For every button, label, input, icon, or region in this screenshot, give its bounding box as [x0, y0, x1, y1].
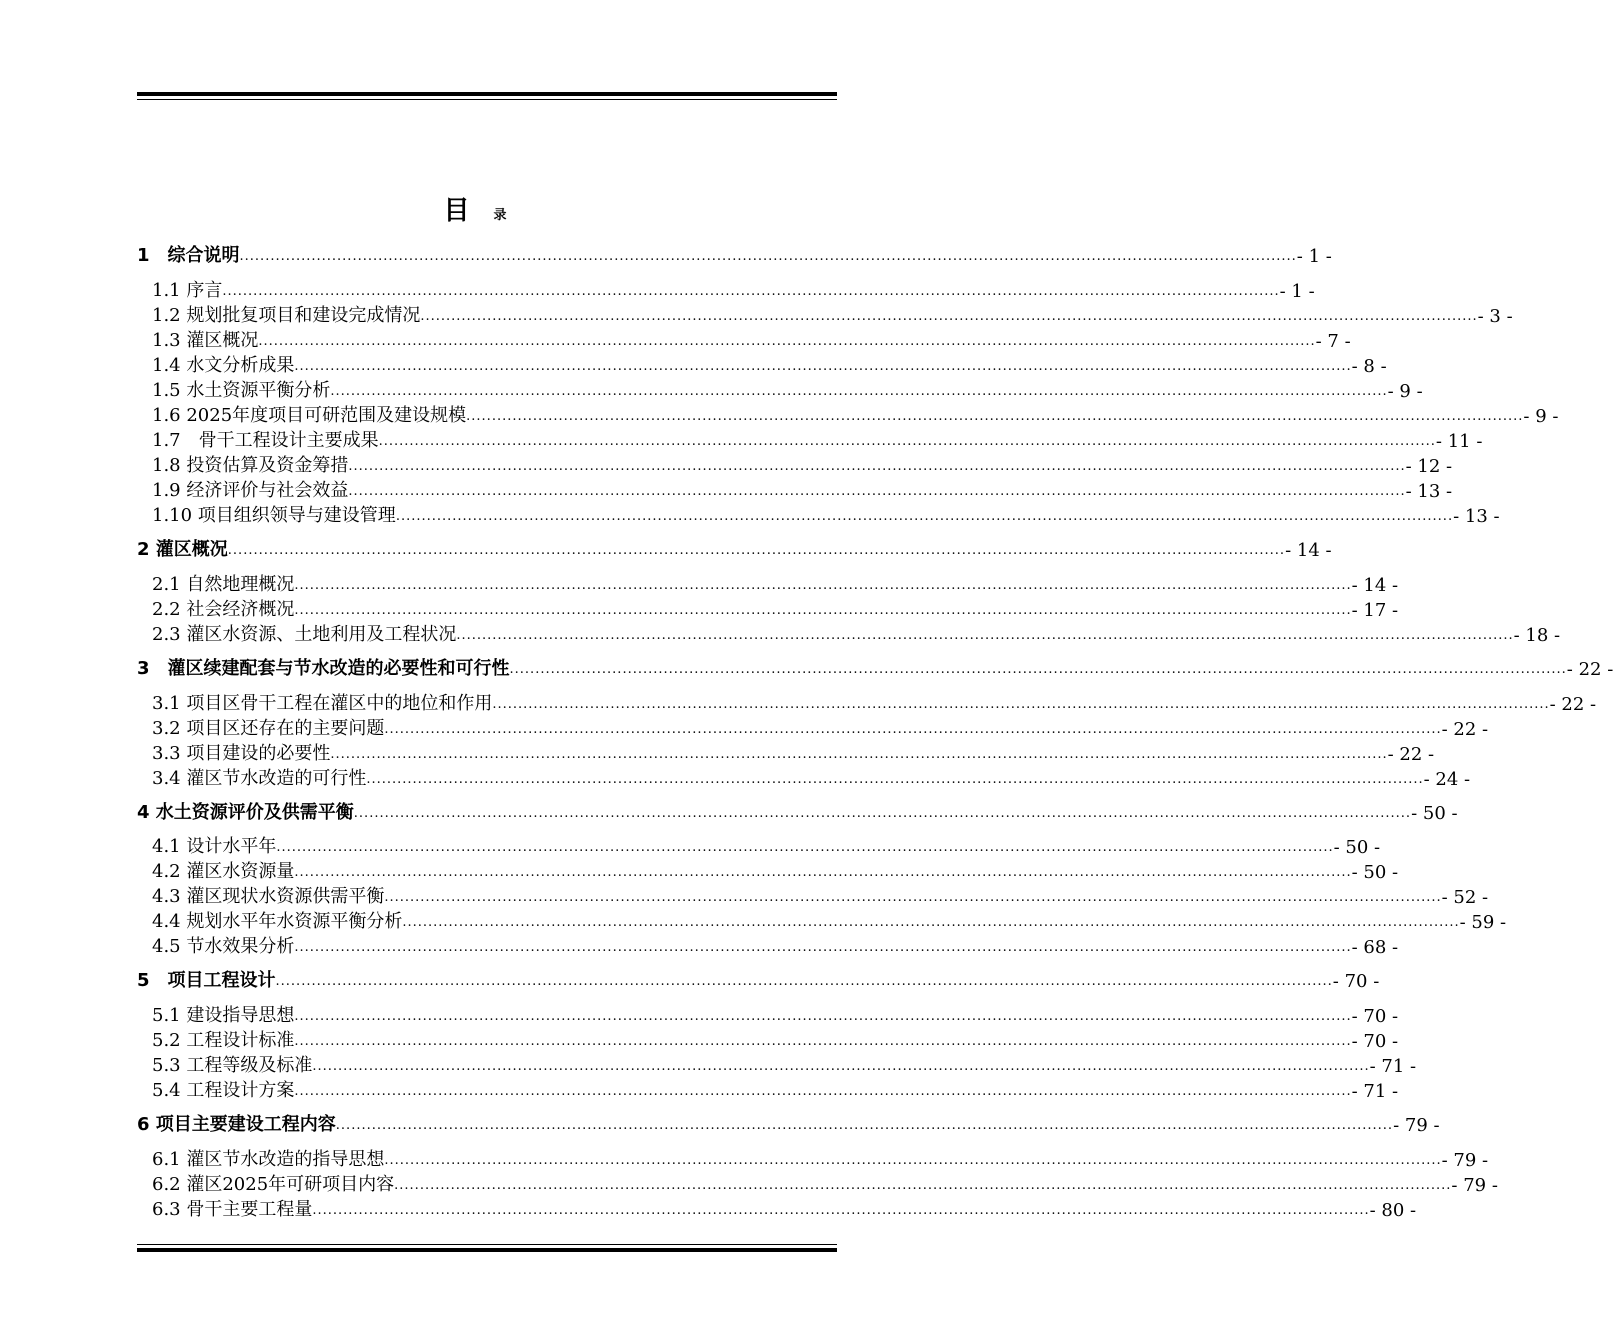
toc-entry-label: 2.2 社会经济概况 — [152, 599, 295, 620]
toc-section-entry[interactable] — [137, 403, 1559, 427]
toc-dot-leader: .............................................................................................................................................................................................................. — [402, 915, 1460, 930]
toc-dot-leader: .............................................................................................................................................................................................................. — [394, 1178, 1452, 1193]
toc-page-number: - 22 - — [1441, 719, 1489, 740]
toc-page-number: - 13 - — [1453, 506, 1500, 527]
toc-dot-leader: .............................................................................................................................................................................................................. — [239, 249, 1297, 264]
toc-list — [137, 0, 1613, 1344]
toc-entry-label: 1.5 水土资源平衡分析 — [152, 380, 331, 401]
toc-chapter-entry[interactable] — [137, 968, 1380, 992]
toc-section-entry[interactable] — [137, 378, 1423, 402]
toc-dot-leader: .............................................................................................................................................................................................................. — [222, 284, 1280, 299]
toc-dot-leader: .............................................................................................................................................................................................................. — [312, 1059, 1370, 1074]
toc-section-entry[interactable] — [137, 859, 1399, 883]
toc-section-entry[interactable] — [137, 328, 1351, 352]
toc-entry-label: 6.1 灌区节水改造的指导思想 — [152, 1149, 385, 1170]
toc-entry-label: 4 水土资源评价及供需平衡 — [137, 802, 354, 823]
footer-rule — [137, 1244, 837, 1252]
toc-entry-label: 6.3 骨干主要工程量 — [152, 1199, 313, 1220]
toc-page-number: - 50 - — [1351, 862, 1399, 883]
toc-dot-leader: .............................................................................................................................................................................................................. — [275, 974, 1333, 989]
toc-title-main: 目 — [443, 196, 470, 226]
toc-entry-label: 1.3 灌区概况 — [152, 330, 259, 351]
toc-dot-leader: .............................................................................................................................................................................................................. — [312, 1203, 1370, 1218]
toc-entry-label: 3.3 项目建设的必要性 — [152, 743, 331, 764]
toc-page-number: - 9 - — [1387, 381, 1423, 402]
toc-entry-label: 2 灌区概况 — [137, 539, 228, 560]
toc-page-number: - 12 - — [1405, 456, 1453, 477]
toc-page-number: - 80 - — [1369, 1200, 1417, 1221]
toc-page-number: - 1 - — [1296, 246, 1332, 267]
toc-section-entry[interactable] — [137, 1172, 1498, 1196]
toc-dot-leader: .............................................................................................................................................................................................................. — [227, 543, 1286, 558]
toc-page-number: - 79 - — [1441, 1150, 1489, 1171]
toc-section-entry[interactable] — [137, 278, 1315, 302]
toc-dot-leader: .............................................................................................................................................................................................................. — [258, 334, 1316, 349]
toc-page-number: - 22 - — [1549, 694, 1597, 715]
toc-entry-label: 1.7 骨干工程设计主要成果 — [152, 430, 379, 451]
toc-entry-label: 1.1 序言 — [152, 280, 223, 301]
toc-entry-label: 2.1 自然地理概况 — [152, 574, 295, 595]
toc-entry-label: 1.10 项目组织领导与建设管理 — [152, 505, 396, 526]
toc-entry-label: 5.4 工程设计方案 — [152, 1080, 295, 1101]
toc-section-entry[interactable] — [137, 303, 1513, 327]
toc-section-entry[interactable] — [137, 884, 1489, 908]
toc-entry-label: 4.5 节水效果分析 — [152, 936, 295, 957]
toc-section-entry[interactable] — [137, 934, 1399, 958]
toc-page-number: - 22 - — [1387, 744, 1435, 765]
toc-section-entry[interactable] — [137, 353, 1387, 377]
toc-dot-leader: .............................................................................................................................................................................................................. — [384, 890, 1442, 905]
toc-dot-leader: .............................................................................................................................................................................................................. — [353, 806, 1412, 821]
toc-section-entry[interactable] — [137, 741, 1435, 765]
toc-entry-label: 3.2 项目区还存在的主要问题 — [152, 718, 385, 739]
toc-page-number: - 71 - — [1369, 1056, 1417, 1077]
toc-entry-label: 5.2 工程设计标准 — [152, 1030, 295, 1051]
toc-page-number: - 24 - — [1423, 769, 1471, 790]
toc-entry-label: 1.6 2025年度项目可研范围及建设规模 — [152, 405, 467, 426]
toc-dot-leader: .............................................................................................................................................................................................................. — [378, 434, 1436, 449]
toc-section-entry[interactable] — [137, 1053, 1417, 1077]
toc-page-number: - 14 - — [1285, 540, 1332, 561]
toc-page-number: - 50 - — [1333, 837, 1381, 858]
toc-page-number: - 68 - — [1351, 937, 1399, 958]
toc-dot-leader: .............................................................................................................................................................................................................. — [420, 309, 1478, 324]
toc-page-number: - 8 - — [1351, 356, 1387, 377]
toc-entry-label: 5 项目工程设计 — [137, 970, 276, 991]
toc-chapter-entry[interactable] — [137, 243, 1332, 267]
toc-entry-label: 1.9 经济评价与社会效益 — [152, 480, 349, 501]
toc-dot-leader: .............................................................................................................................................................................................................. — [294, 1034, 1352, 1049]
toc-section-entry[interactable] — [137, 1003, 1399, 1027]
toc-entry-label: 4.3 灌区现状水资源供需平衡 — [152, 886, 385, 907]
toc-dot-leader: .............................................................................................................................................................................................................. — [294, 578, 1352, 593]
toc-section-entry[interactable] — [137, 597, 1399, 621]
toc-dot-leader: .............................................................................................................................................................................................................. — [366, 772, 1424, 787]
toc-section-entry[interactable] — [137, 716, 1489, 740]
toc-page-number: - 17 - — [1351, 600, 1399, 621]
toc-entry-label: 3 灌区续建配套与节水改造的必要性和可行性 — [137, 658, 510, 679]
toc-page-number: - 11 - — [1435, 431, 1483, 452]
toc-section-entry[interactable] — [137, 622, 1561, 646]
toc-section-entry[interactable] — [137, 766, 1471, 790]
toc-chapter-entry[interactable] — [137, 1112, 1440, 1136]
toc-entry-label: 1.8 投资估算及资金筹措 — [152, 455, 349, 476]
toc-dot-leader: .............................................................................................................................................................................................................. — [384, 722, 1442, 737]
toc-entry-label: 1.2 规划批复项目和建设完成情况 — [152, 305, 421, 326]
toc-page-number: - 7 - — [1315, 331, 1351, 352]
toc-section-entry[interactable] — [137, 1147, 1489, 1171]
toc-section-entry[interactable] — [137, 478, 1453, 502]
toc-entry-label: 2.3 灌区水资源、土地利用及工程状况 — [152, 624, 457, 645]
toc-dot-leader: .............................................................................................................................................................................................................. — [384, 1153, 1442, 1168]
toc-dot-leader: .............................................................................................................................................................................................................. — [276, 840, 1334, 855]
toc-entry-label: 5.3 工程等级及标准 — [152, 1055, 313, 1076]
toc-section-entry[interactable] — [137, 453, 1453, 477]
toc-page-number: - 14 - — [1351, 575, 1399, 596]
toc-entry-label: 3.4 灌区节水改造的可行性 — [152, 768, 367, 789]
toc-title-sub: 录 — [493, 208, 507, 223]
toc-page-number: - 70 - — [1351, 1006, 1399, 1027]
toc-page-number: - 79 - — [1451, 1175, 1498, 1196]
toc-chapter-entry[interactable] — [137, 537, 1332, 561]
toc-section-entry[interactable] — [137, 834, 1381, 858]
toc-section-entry[interactable] — [137, 909, 1507, 933]
toc-section-entry[interactable] — [137, 1197, 1417, 1221]
toc-entry-label: 6 项目主要建设工程内容 — [137, 1114, 336, 1135]
toc-dot-leader: .............................................................................................................................................................................................................. — [395, 509, 1454, 524]
toc-page-number: - 70 - — [1332, 971, 1380, 992]
toc-dot-leader: .............................................................................................................................................................................................................. — [456, 628, 1514, 643]
toc-page-number: - 22 - — [1566, 659, 1613, 680]
toc-dot-leader: .............................................................................................................................................................................................................. — [294, 1084, 1352, 1099]
toc-section-entry[interactable] — [137, 428, 1483, 452]
toc-page-number: - 59 - — [1459, 912, 1507, 933]
toc-dot-leader: .............................................................................................................................................................................................................. — [294, 1009, 1352, 1024]
toc-entry-label: 1 综合说明 — [137, 245, 240, 266]
toc-section-entry[interactable] — [137, 1078, 1399, 1102]
toc-dot-leader: .............................................................................................................................................................................................................. — [509, 662, 1567, 677]
toc-dot-leader: .............................................................................................................................................................................................................. — [294, 940, 1352, 955]
toc-page-number: - 52 - — [1441, 887, 1489, 908]
toc-entry-label: 1.4 水文分析成果 — [152, 355, 295, 376]
toc-page-number: - 18 - — [1513, 625, 1561, 646]
toc-dot-leader: .............................................................................................................................................................................................................. — [492, 697, 1550, 712]
toc-page-number: - 79 - — [1393, 1115, 1440, 1136]
toc-page-number: - 13 - — [1405, 481, 1453, 502]
toc-chapter-entry[interactable] — [137, 656, 1613, 680]
toc-page-number: - 1 - — [1279, 281, 1315, 302]
toc-section-entry[interactable] — [137, 503, 1500, 527]
toc-dot-leader: .............................................................................................................................................................................................................. — [294, 359, 1352, 374]
toc-page-number: - 50 - — [1411, 803, 1458, 824]
toc-section-entry[interactable] — [137, 572, 1399, 596]
toc-dot-leader: .............................................................................................................................................................................................................. — [466, 409, 1524, 424]
toc-entry-label: 4.4 规划水平年水资源平衡分析 — [152, 911, 403, 932]
toc-entry-label: 3.1 项目区骨干工程在灌区中的地位和作用 — [152, 693, 493, 714]
toc-dot-leader: .............................................................................................................................................................................................................. — [335, 1118, 1394, 1133]
toc-section-entry[interactable] — [137, 691, 1597, 715]
toc-page-number: - 3 - — [1477, 306, 1513, 327]
toc-dot-leader: .............................................................................................................................................................................................................. — [348, 484, 1406, 499]
toc-dot-leader: .............................................................................................................................................................................................................. — [294, 865, 1352, 880]
toc-page-number: - 71 - — [1351, 1081, 1399, 1102]
toc-dot-leader: .............................................................................................................................................................................................................. — [348, 459, 1406, 474]
toc-chapter-entry[interactable] — [137, 800, 1458, 824]
toc-dot-leader: .............................................................................................................................................................................................................. — [294, 603, 1352, 618]
toc-dot-leader: .............................................................................................................................................................................................................. — [330, 384, 1388, 399]
toc-page-number: - 70 - — [1351, 1031, 1399, 1052]
toc-entry-label: 6.2 灌区2025年可研项目内容 — [152, 1174, 395, 1195]
toc-entry-label: 5.1 建设指导思想 — [152, 1005, 295, 1026]
toc-entry-label: 4.2 灌区水资源量 — [152, 861, 295, 882]
toc-entry-label: 4.1 设计水平年 — [152, 836, 277, 857]
toc-dot-leader: .............................................................................................................................................................................................................. — [330, 747, 1388, 762]
toc-section-entry[interactable] — [137, 1028, 1399, 1052]
toc-page-number: - 9 - — [1523, 406, 1559, 427]
